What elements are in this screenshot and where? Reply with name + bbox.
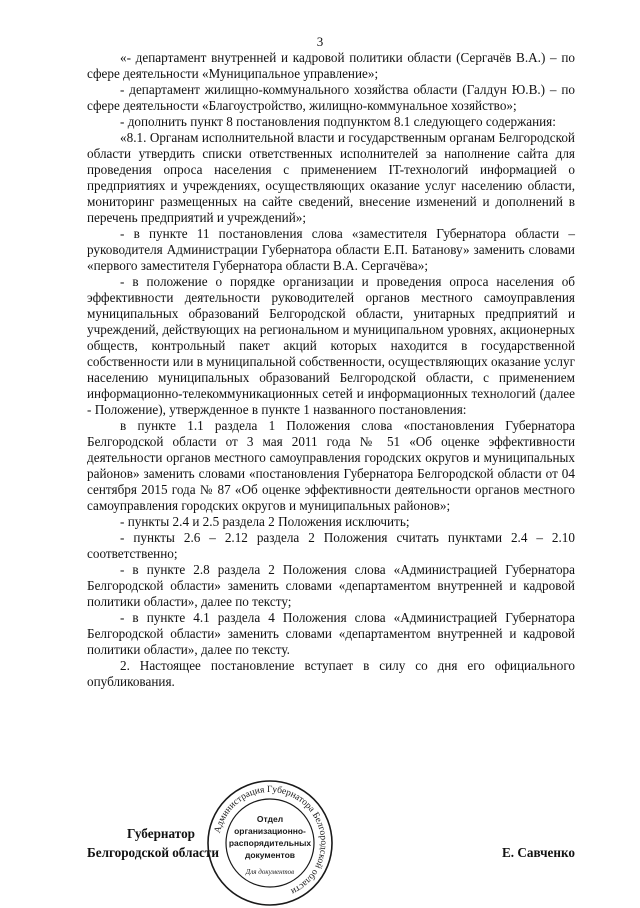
page-number: 3 [316, 34, 324, 49]
paragraph: - дополнить пункт 8 постановления подпунктом 8.1 следующего содержания: [120, 114, 556, 129]
paragraph: - в пункте 4.1 раздела 4 Положения слова «Администрацией Губернатора Белгородской области» заменить словами «департаментом внутренней и кадровой политики области», далее по тексту. [87, 610, 575, 657]
paragraph: - в пункте 11 постановления слова «заместителя Губернатора области – руководителя Администрации Губернатора области Е.П. Батанову» заменить словами «первого заместителя Губернатора области В.А. Сергачёва»; [87, 226, 575, 273]
stamp-line: организационно- [234, 826, 306, 836]
stamp-line: документов [244, 850, 296, 860]
paragraph: «- департамент внутренней и кадровой политики области (Сергачёв В.А.) – по сфере деятельности «Муниципальное управление»; [87, 50, 575, 81]
stamp-ring-text: Администрация Губернатора Белгородской области [213, 784, 329, 897]
signatory-title-line1: Губернатор [127, 826, 195, 841]
stamp-line: Отдел [256, 814, 284, 824]
paragraph: - в пункте 2.8 раздела 2 Положения слова «Администрацией Губернатора Белгородской области» заменить словами «департаментом внутренней и кадровой политики области», далее по тексту; [87, 562, 575, 609]
signatory-name: Е. Савченко [501, 845, 575, 860]
paragraph: в пункте 1.1 раздела 1 Положения слова «постановления Губернатора Белгородской области от 3 мая 2011 года № 51 «Об оценке эффективности деятельности органов местного самоуправления городских округов и муниципальных районов» заменить словами «постановления Губернатора Белгородской области от 04 сентября 2015 года № 87 «Об оценке эффективности деятельности органов местного самоуправления городских округов и муниципальных районов»; [87, 418, 575, 513]
paragraph: - департамент жилищно-коммунального хозяйства области (Галдун Ю.В.) – по сфере деятельности «Благоустройство, жилищно-коммунальное хозяйство»; [87, 82, 575, 113]
paragraph: - пункты 2.6 – 2.12 раздела 2 Положения считать пунктами 2.4 – 2.10 соответственно; [87, 530, 575, 561]
paragraph: «8.1. Органам исполнительной власти и государственным органам Белгородской области утвердить списки ответственных исполнителей за наполнение сайта для проведения опроса населения с применением IT-технологий информацией о предприятиях и учреждениях, осуществляющих оказание услуг населению области, мониторинг размещенных на сайте сведений, внесение изменений и дополнений в перечень предприятий и учреждений»; [87, 130, 575, 225]
paragraph: 2. Настоящее постановление вступает в силу со дня его официального опубликования. [87, 658, 575, 689]
signature-block [87, 826, 575, 866]
stamp-line: распорядительных [228, 838, 312, 848]
stamp-bottom-text: Для документов [245, 868, 295, 876]
paragraph: - в положение о порядке организации и проведения опроса населения об эффективности деятельности руководителей органов местного самоуправления муниципальных образований Белгородской области, унитарных предприятий и учреждений, действующих на региональном и муниципальном уровнях, акционерных обществ, контрольный пакет акций которых находится в государственной собственности или в муниципальной собственности, осуществляющих оказание услуг населению муниципальных образований Белгородской области, с применением информационно-телекоммуникационных сетей и информационных технологий (далее - Положение), утвержденное в пункте 1 названного постановления: [87, 274, 575, 417]
signatory-title-line2: Белгородской области [87, 845, 219, 860]
paragraph: - пункты 2.4 и 2.5 раздела 2 Положения исключить; [120, 514, 410, 529]
document-body [87, 50, 575, 690]
